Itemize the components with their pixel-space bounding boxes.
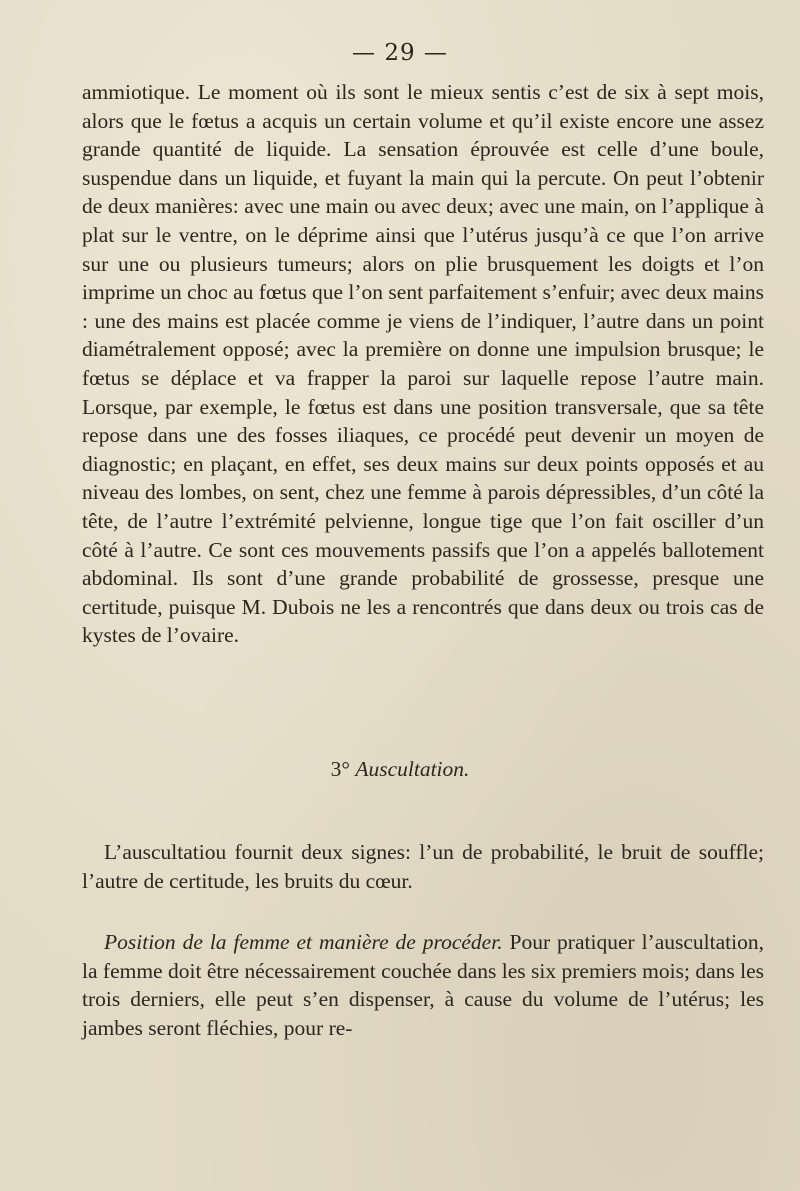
paragraph-text: L’auscultatiou fournit deux signes: l’un de probabilité, le bruit de souffle; l’autre de certitude, les bruits du cœur. xyxy=(82,840,764,893)
section-heading xyxy=(0,757,800,782)
section-title: Auscultation. xyxy=(355,757,470,781)
page-number: — 29 — xyxy=(352,40,448,66)
paragraph-text: ammiotique. Le moment où ils sont le mieux sentis c’est de six à sept mois, alors que le fœtus a acquis un certain volume et qu’il existe encore une assez grande quantité de liquide. La sensation éprouvée est celle d’une boule, suspendue dans un liquide, et fuyant la main qui la percute. On peut l’obtenir de deux manières: avec une main ou avec deux; avec une main, on l’applique à plat sur le ventre, on le déprime ainsi que l’utérus jusqu’à ce que l’on arrive sur une ou plusieurs tumeurs; alors on plie brusquement les doigts et l’on imprime un choc au fœtus que l’on sent parfaitement s’enfuir; avec deux mains : une des mains est placée comme je viens de l’indiquer, l’autre dans un point diamétralement opposé; avec la première on donne une impulsion brusque; le fœtus se déplace et va frapper la paroi sur laquelle repose l’autre main. Lorsque, par exemple, le fœtus est dans une position transversale, que sa tête repose dans une des fosses iliaques, ce procédé peut devenir un moyen de diagnostic; en plaçant, en effet, ses deux mains sur deux points opposés et au niveau des lombes, on sent, chez une femme à parois dépressibles, d’un côté la tête, de l’autre l’extrémité pelvienne, longue tige que l’on fait osciller d’un côté à l’autre. Ce sont ces mouvements passifs que l’on a appelés ballotement abdominal. Ils sont d’une grande probabilité de grossesse, presque une certitude, puisque M. Dubois ne les a rencontrés que dans deux ou trois cas de kystes de l’ovaire. xyxy=(82,80,764,648)
paragraph-ballottement xyxy=(82,78,764,650)
paragraph-body: Pour pratiquer l’auscultation, la femme doit être nécessairement couchée dans les six premiers mois; dans les trois derniers, elle peut s’en dispenser, à cause du volume de l’utérus; les jambes seront fléchies, pour re- xyxy=(82,930,764,1040)
paragraph-lead: Position de la femme et manière de procéder. xyxy=(104,930,503,954)
paragraph-auscultation xyxy=(82,838,764,895)
paragraph-text xyxy=(82,928,764,1042)
section-number: 3° xyxy=(330,757,350,781)
paragraph-position xyxy=(82,928,764,1042)
